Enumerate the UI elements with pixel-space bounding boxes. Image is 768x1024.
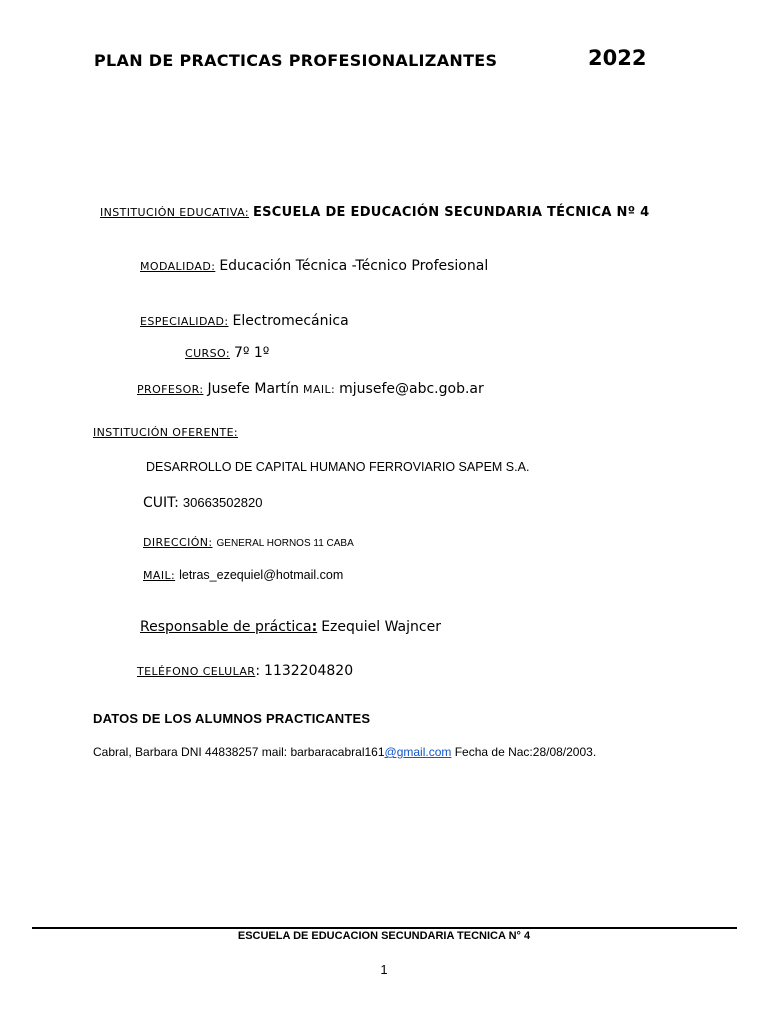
telefono-row	[137, 662, 353, 680]
profesor-label: PROFESOR:	[137, 383, 204, 396]
curso-value: 7º 1º	[233, 345, 270, 361]
alumno-row-birthdate: Fecha de Nac:28/08/2003.	[451, 745, 597, 759]
alumno-row-text: Cabral, Barbara DNI 44838257 mail: barbaracabral161	[93, 745, 385, 759]
cuit-label: CUIT:	[143, 495, 179, 511]
especialidad-label: ESPECIALIDAD:	[140, 315, 229, 328]
profesor-row	[137, 380, 484, 398]
institucion-educativa-row	[100, 203, 650, 221]
institucion-oferente-label: INSTITUCIÓN OFERENTE:	[93, 426, 239, 439]
cuit-value: 30663502820	[182, 495, 263, 510]
institucion-educativa-label: INSTITUCIÓN EDUCATIVA:	[100, 206, 249, 219]
institucion-educativa-value: ESCUELA DE EDUCACIÓN SECUNDARIA TÉCNICA Nº 4	[252, 205, 650, 220]
footer-school: ESCUELA DE EDUCACION SECUNDARIA TECNICA N° 4	[237, 930, 531, 942]
responsable-value: Ezequiel Wajncer	[321, 619, 441, 635]
responsable-colon: :	[311, 619, 318, 635]
direccion-row	[143, 533, 354, 551]
responsable-row	[140, 618, 441, 636]
cuit-row	[143, 494, 262, 512]
modalidad-row	[140, 257, 488, 275]
alumnos-heading: DATOS DE LOS ALUMNOS PRACTICANTES	[93, 711, 371, 726]
alumno-row	[93, 745, 596, 759]
telefono-value: 1132204820	[264, 663, 354, 679]
curso-row	[185, 344, 269, 362]
document-year: 2022	[588, 46, 647, 70]
oferente-name: DESARROLLO DE CAPITAL HUMANO FERROVIARIO SAPEM S.A.	[146, 460, 530, 474]
profesor-mail-label: MAIL:	[303, 383, 336, 396]
especialidad-row	[140, 312, 349, 330]
curso-label: CURSO:	[185, 347, 230, 360]
direccion-value: GENERAL HORNOS 11 CABA	[216, 538, 354, 549]
telefono-label: TELÉFONO CELULAR	[137, 665, 256, 678]
oferente-mail-value: letras_ezequiel@hotmail.com	[179, 568, 344, 582]
footer-rule	[32, 927, 737, 929]
especialidad-value: Electromecánica	[232, 313, 349, 329]
oferente-mail-row	[143, 566, 343, 584]
document-title: PLAN DE PRACTICAS PROFESIONALIZANTES	[94, 51, 498, 70]
page-number: 1	[380, 962, 388, 977]
oferente-mail-label: MAIL:	[143, 569, 176, 582]
responsable-label: Responsable de práctica	[140, 619, 312, 635]
alumno-mail-link[interactable]: @gmail.com	[384, 745, 452, 759]
modalidad-value: Educación Técnica -Técnico Profesional	[219, 258, 489, 274]
direccion-label: DIRECCIÓN:	[143, 536, 213, 549]
profesor-mail-value: mjusefe@abc.gob.ar	[339, 381, 484, 397]
telefono-colon: :	[255, 663, 261, 679]
profesor-value: Jusefe Martín	[207, 381, 300, 397]
modalidad-label: MODALIDAD:	[140, 260, 216, 273]
